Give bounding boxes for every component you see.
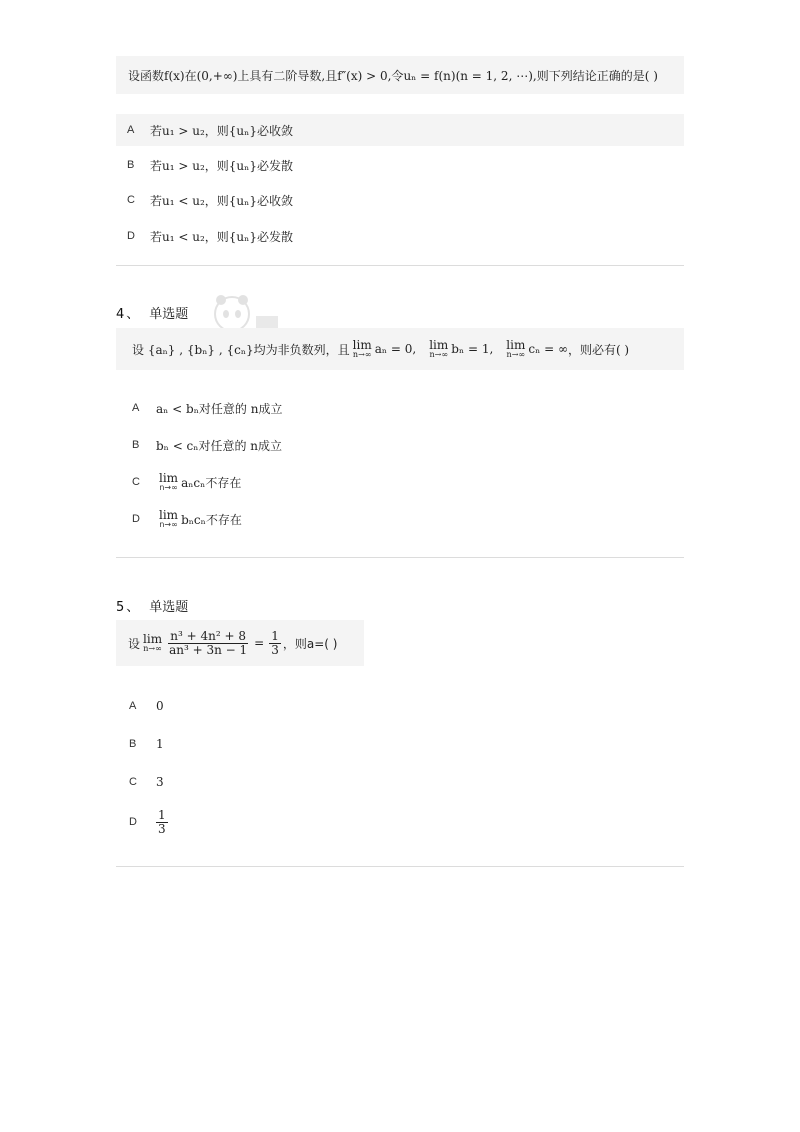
fraction-numerator: 1 [158,807,166,822]
divider [116,557,684,558]
lim-sub: n→∞ [143,644,162,653]
option-text: 1 [156,737,164,751]
option-text: 若u₁ < u₂，则{uₙ}必发散 [150,229,293,244]
question-4-option-c[interactable] [116,466,684,498]
option-letter: C [132,476,140,488]
limit-1-expr: aₙ = 0, [374,342,417,356]
question-separator: 、 [126,307,140,322]
limit-2 [429,339,448,359]
lim-sub: n→∞ [429,350,448,359]
lim-label: lim [429,338,449,352]
option-text: 若u₁ > u₂，则{uₙ}必收敛 [150,123,293,138]
option-fraction [156,809,168,835]
question-4-option-a[interactable] [116,392,684,424]
question-4-option-d[interactable] [116,503,684,535]
question-4-stem [116,328,684,370]
stem-prefix: 设 {aₙ} , {bₙ} , {cₙ}均为非负数列，且 [132,342,350,357]
option-letter: A [132,402,140,414]
rhs-fraction [269,630,281,656]
option-text: 若u₁ > u₂，则{uₙ}必发散 [150,158,293,173]
fraction-denominator: 3 [158,821,166,836]
option-letter: B [132,439,140,451]
limit-1 [353,339,372,359]
question-separator: 、 [126,600,140,615]
question-5-option-b[interactable] [116,728,684,760]
option-limit [159,509,178,529]
lim-label: lim [159,471,179,485]
question-4-header [116,303,188,322]
question-3-option-d[interactable] [116,220,684,252]
lim-sub: n→∞ [352,350,372,359]
lim-label: lim [352,338,372,352]
rhs-denominator: 3 [271,642,279,657]
limit-3-expr: cₙ = ∞ [528,342,568,356]
option-text: 0 [156,699,164,713]
question-number: 4 [116,307,125,322]
divider [116,265,684,266]
divider [116,866,684,867]
question-3-stem [116,56,684,94]
question-number: 5 [116,600,125,615]
option-letter: D [127,230,135,242]
limit-3 [506,339,525,359]
option-letter: C [127,194,135,206]
option-text: 若u₁ < u₂，则{uₙ}必收敛 [150,193,293,208]
lim-sub: n→∞ [159,520,178,529]
equals-sign: = [254,636,265,650]
option-text: aₙ < bₙ对任意的 n成立 [156,401,283,416]
question-3-option-c[interactable] [116,184,684,216]
question-3-option-b[interactable] [116,149,684,181]
lim-sub: n→∞ [506,350,526,359]
question-5-option-c[interactable] [116,766,684,798]
option-text: bₙcₙ不存在 [181,512,242,527]
question-5-header [116,596,188,615]
limit [143,633,162,653]
limit-2-expr: bₙ = 1, [451,342,494,356]
question-3-stem-text: 设函数f(x)在(0,+∞)上具有二阶导数,且f″(x) > 0,令uₙ = f(n)(n = 1, 2, ⋯),则下列结论正确的是( ) [128,68,658,83]
stem-prefix: 设 [128,636,141,651]
option-text: 3 [156,775,164,789]
option-letter: C [129,776,137,788]
option-letter: B [129,738,137,750]
option-letter: B [127,159,135,171]
fraction-numerator: n³ + 4n² + 8 [170,628,246,643]
question-4-option-b[interactable] [116,429,684,461]
option-letter: A [127,124,135,136]
question-5-option-a[interactable] [116,690,684,722]
fraction [167,630,249,656]
lim-label: lim [506,338,526,352]
option-letter: D [129,816,137,828]
option-text: aₙcₙ不存在 [181,475,242,490]
option-text: bₙ < cₙ对任意的 n成立 [156,438,283,453]
lim-label: lim [159,508,179,522]
stem-suffix: ，则必有( ) [567,342,630,357]
stem-suffix: ，则a=( ) [282,636,338,651]
rhs-numerator: 1 [271,628,279,643]
question-3-option-a[interactable] [116,114,684,146]
lim-label: lim [143,632,163,646]
option-limit [159,472,178,492]
question-5-stem [116,620,364,666]
question-type: 单选题 [149,600,189,615]
question-5-option-d[interactable] [116,802,684,842]
option-letter: A [129,700,137,712]
fraction-denominator: an³ + 3n − 1 [169,642,248,657]
lim-sub: n→∞ [159,483,178,492]
question-type: 单选题 [149,307,189,322]
option-letter: D [132,513,140,525]
